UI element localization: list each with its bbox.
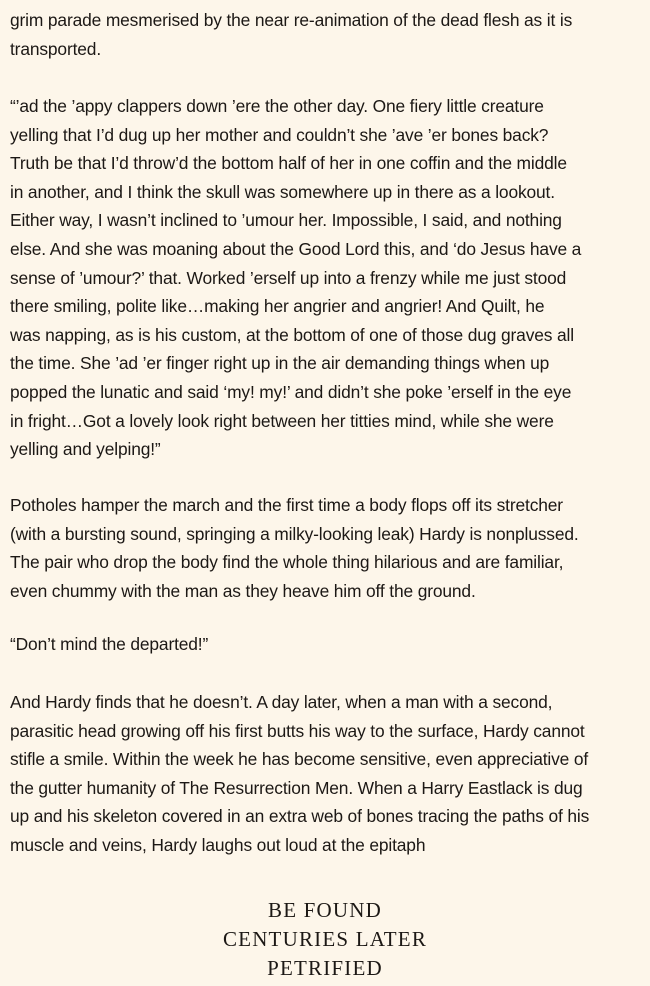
epitaph-block (0, 896, 650, 983)
epitaph-line-2: CENTURIES LATER (222, 927, 428, 951)
paragraph-quote-clappers: “’ad the ’appy clappers down ’ere the other day. One fiery little creature yelling that I’d dug up her mother and couldn’t she ’ave ’er bones back? Truth be that I’d throw’d the bottom half of her in one coffin and the middle in another, and I think the skull was somewhere up in there as a lookout. Either way, I wasn’t inclined to ’umour her. Impossible, I said, and nothing else. And she was moaning about the Good Lord this, and ‘do Jesus have a sense of ’umour?’ that. Worked ’erself up into a frenzy while me just stood there smiling, polite like…making her angrier and angrier! And Quilt, he was napping, as is his custom, at the bottom of one of those dug graves all the time. She ’ad ’er finger right up in the air demanding things when up popped the lunatic and said ‘my! my!’ and didn’t she poke ’erself in the eye in fright…Got a lovely look right between her titties mind, while she were yelling and yelping!” (10, 96, 582, 460)
paragraph-hardy-finds: And Hardy finds that he doesn’t. A day later, when a man with a second, parasitic head growing off his first butts his way to the surface, Hardy cannot stifle a smile. Within the week he has become sensitive, even appreciative of the gutter humanity of The Resurrection Men. When a Harry Eastlack is dug up and his skeleton covered in an extra web of bones tracing the paths of his muscle and veins, Hardy laughs out loud at the epitaph (10, 692, 590, 855)
epitaph-line-3: PETRIFIED (267, 956, 383, 980)
paragraph-potholes: Potholes hamper the march and the first time a body flops off its stretcher (with a bursting sound, springing a milky-looking leak) Hardy is nonplussed. The pair who drop the body find the whole thing hilarious and are familiar, even chummy with the man as they heave him off the ground. (10, 495, 579, 601)
paragraph-dont-mind: “Don’t mind the departed!” (10, 634, 209, 654)
epitaph-line-1: BE FOUND (267, 898, 383, 922)
paragraph-transported: grim parade mesmerised by the near re-animation of the dead flesh as it is transported. (10, 10, 573, 59)
